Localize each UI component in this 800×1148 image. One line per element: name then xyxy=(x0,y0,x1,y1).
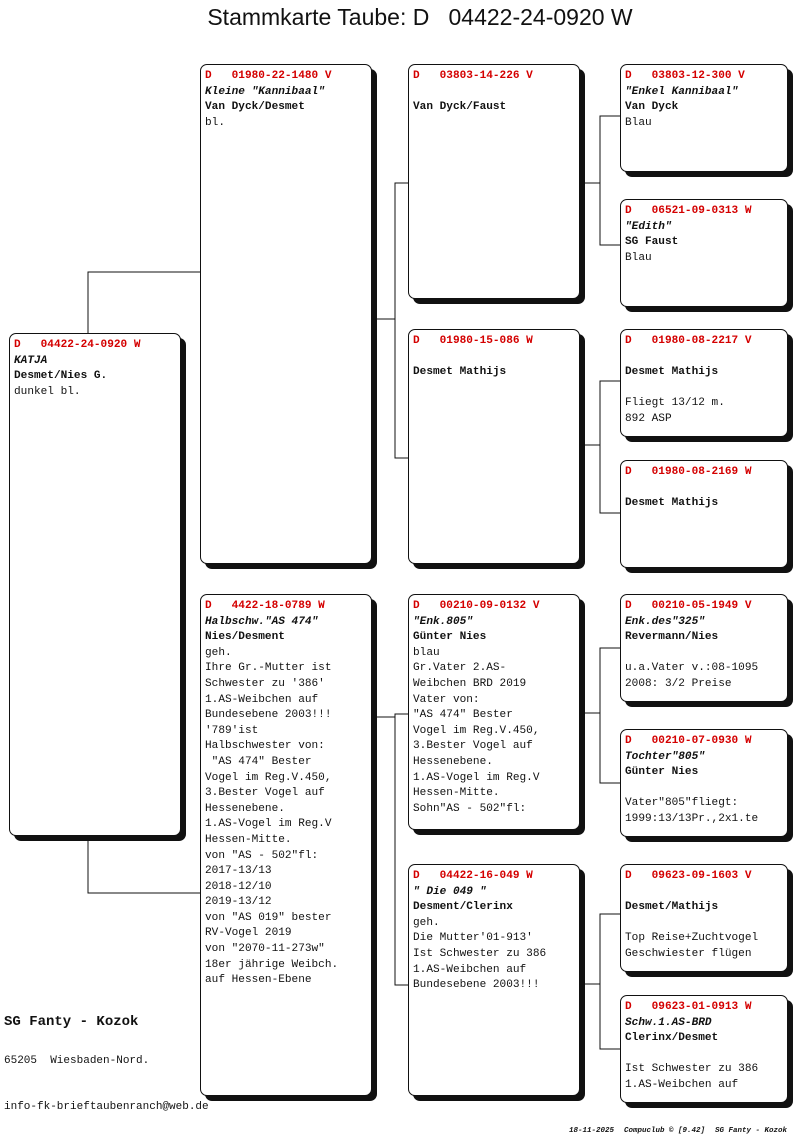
ring-number: D 03803-14-226 V xyxy=(413,70,533,82)
pigeon-name xyxy=(625,481,785,497)
info-line: Ist Schwester zu 386 xyxy=(625,1063,759,1076)
info-line xyxy=(625,781,785,797)
info-line: 18er jährige Weibch. xyxy=(205,958,339,971)
pigeon-card-mf[interactable] xyxy=(408,594,580,830)
info-line xyxy=(625,381,785,397)
pigeon-name: Tochter"805" xyxy=(625,750,705,763)
info-line: Die Mutter'01-913' xyxy=(413,932,533,945)
owner-email[interactable]: info-fk-brieftaubenranch@web.de xyxy=(4,1101,209,1113)
breeder: Desment/Clerinx xyxy=(413,901,513,914)
pigeon-card-fff[interactable] xyxy=(620,64,788,172)
pigeon-card-ff[interactable] xyxy=(408,64,580,299)
breeder: Desmet Mathijs xyxy=(413,366,507,379)
ring-number: D 00210-05-1949 V xyxy=(625,600,752,612)
footer-date: 18-11-2025 xyxy=(569,1127,615,1135)
info-line: Ist Schwester zu 386 xyxy=(413,947,547,960)
info-line: Vogel im Reg.V.450, xyxy=(413,724,540,737)
info-line: Vater"805"fliegt: xyxy=(625,797,739,810)
page-title: Stammkarte Taube: D 04422-24-0920 W xyxy=(207,4,633,30)
ring-number: D 03803-12-300 V xyxy=(625,70,745,82)
info-line: Schwester zu '386' xyxy=(205,677,325,690)
pigeon-card-fmf[interactable] xyxy=(620,329,788,437)
pigeon-name: "Edith" xyxy=(625,220,672,233)
pigeon-name xyxy=(413,350,577,366)
pigeon-card-mmm[interactable] xyxy=(620,995,788,1103)
pigeon-name: KATJA xyxy=(14,354,48,367)
breeder: Desmet Mathijs xyxy=(625,497,719,510)
info-line: auf Hessen-Ebene xyxy=(205,974,312,987)
info-line: 2008: 3/2 Preise xyxy=(625,677,732,690)
pigeon-name: " Die 049 " xyxy=(413,885,487,898)
info-line: Top Reise+Zuchtvogel xyxy=(625,932,759,945)
pigeon-card-mmf[interactable] xyxy=(620,864,788,972)
ring-number: D 04422-24-0920 W xyxy=(14,339,141,351)
info-line: Gr.Vater 2.AS- xyxy=(413,662,507,675)
breeder: Van Dyck/Faust xyxy=(413,101,507,114)
pigeon-card-ffm[interactable] xyxy=(620,199,788,307)
info-line: 1.AS-Vogel im Reg.V xyxy=(413,771,540,784)
info-line: Vogel im Reg.V.450, xyxy=(205,771,332,784)
breeder: SG Faust xyxy=(625,236,679,249)
connector-fm-ggp xyxy=(584,381,620,513)
info-line: Hessen-Mitte. xyxy=(413,787,500,800)
info-line: Sohn"AS - 502"fl: xyxy=(413,802,527,815)
pigeon-name: Enk.des"325" xyxy=(625,615,705,628)
info-line: Vater von: xyxy=(413,693,480,706)
pigeon-card-mm[interactable] xyxy=(408,864,580,1096)
info-line: blau xyxy=(413,646,440,659)
info-line: Hessenebene. xyxy=(413,755,493,768)
info-line: Blau xyxy=(625,251,652,264)
connector-mm-ggp xyxy=(584,914,620,1049)
info-line: u.a.Vater v.:08-1095 xyxy=(625,662,759,675)
pigeon-card-fmm[interactable] xyxy=(620,460,788,568)
ring-number: D 01980-22-1480 V xyxy=(205,70,332,82)
info-line: geh. xyxy=(205,646,232,659)
info-line: 1.AS-Vogel im Reg.V xyxy=(205,818,332,831)
connector-father-grandparents xyxy=(374,183,408,458)
info-line: von "AS 019" bester xyxy=(205,911,332,924)
info-line: 3.Bester Vogel auf xyxy=(205,787,325,800)
info-line: Fliegt 13/12 m. xyxy=(625,397,725,410)
owner-address: 65205 Wiesbaden-Nord. xyxy=(4,1055,150,1067)
info-line: von "AS - 502"fl: xyxy=(205,849,319,862)
connector-mf-ggp xyxy=(584,648,620,783)
ring-number: D 01980-15-086 W xyxy=(413,335,533,347)
info-line: Geschwiester flügen xyxy=(625,947,752,960)
pigeon-name xyxy=(625,885,785,901)
footer-owner: SG Fanty - Kozok xyxy=(715,1127,788,1135)
info-line xyxy=(625,916,785,932)
footer xyxy=(560,1119,797,1135)
breeder: Revermann/Nies xyxy=(625,631,719,644)
info-line: RV-Vogel 2019 xyxy=(205,927,292,940)
info-line: von "2070-11-273w" xyxy=(205,943,325,956)
ring-number: D 00210-09-0132 V xyxy=(413,600,540,612)
info-line: bl. xyxy=(205,116,225,129)
ring-number: D 01980-08-2217 V xyxy=(625,335,752,347)
info-line: Ihre Gr.-Mutter ist xyxy=(205,662,332,675)
pigeon-card-mother[interactable] xyxy=(200,594,372,1096)
owner-name: SG Fanty - Kozok xyxy=(4,1014,139,1030)
info-line xyxy=(625,646,785,662)
breeder: Desmet/Mathijs xyxy=(625,901,719,914)
info-line: Weibchen BRD 2019 xyxy=(413,677,527,690)
breeder: Desmet/Nies G. xyxy=(14,370,108,383)
pigeon-name: Halbschw."AS 474" xyxy=(205,615,319,628)
ring-number: D 06521-09-0313 W xyxy=(625,205,752,217)
breeder: Van Dyck xyxy=(625,101,679,114)
info-line: 2019-13/12 xyxy=(205,896,272,909)
info-line: 2017-13/13 xyxy=(205,865,272,878)
connector-ff-ggp xyxy=(584,116,620,245)
pigeon-name: "Enk.805" xyxy=(413,615,473,628)
pigeon-name xyxy=(413,85,577,101)
pigeon-card-mfm[interactable] xyxy=(620,729,788,837)
info-line: Hessenebene. xyxy=(205,802,285,815)
info-line: 892 ASP xyxy=(625,412,672,425)
breeder: Günter Nies xyxy=(625,766,699,779)
ring-number: D 01980-08-2169 W xyxy=(625,466,752,478)
connector-mother-grandparents xyxy=(374,714,408,985)
info-line: "AS 474" Bester xyxy=(413,709,513,722)
pigeon-card-mff[interactable] xyxy=(620,594,788,702)
breeder: Günter Nies xyxy=(413,631,487,644)
info-line: Bundesebene 2003!!! xyxy=(413,979,540,992)
info-line: Bundesebene 2003!!! xyxy=(205,709,332,722)
info-line: Halbschwester von: xyxy=(205,740,325,753)
breeder: Clerinx/Desmet xyxy=(625,1032,719,1045)
pigeon-card-father[interactable] xyxy=(200,64,372,564)
info-line: dunkel bl. xyxy=(14,385,81,398)
info-line: 1.AS-Weibchen auf xyxy=(625,1078,739,1091)
breeder: Van Dyck/Desmet xyxy=(205,101,305,114)
info-line: 1.AS-Weibchen auf xyxy=(413,963,527,976)
ring-number: D 09623-09-1603 V xyxy=(625,870,752,882)
info-line: Blau xyxy=(625,116,652,129)
pigeon-name: "Enkel Kannibaal" xyxy=(625,85,739,98)
info-line: 1999:13/13Pr.,2x1.te xyxy=(625,812,759,825)
info-line: geh. xyxy=(413,916,440,929)
info-line: 2018-12/10 xyxy=(205,880,272,893)
ring-number: D 4422-18-0789 W xyxy=(205,600,325,612)
info-line: 1.AS-Weibchen auf xyxy=(205,693,319,706)
footer-software: Compuclub © [9.42] xyxy=(624,1127,706,1135)
info-line: Hessen-Mitte. xyxy=(205,833,292,846)
ring-number: D 00210-07-0930 W xyxy=(625,735,752,747)
info-line: '789'ist xyxy=(205,724,259,737)
info-line: "AS 474" Bester xyxy=(205,755,312,768)
ring-number: D 09623-01-0913 W xyxy=(625,1001,752,1013)
breeder: Desmet Mathijs xyxy=(625,366,719,379)
breeder: Nies/Desment xyxy=(205,631,285,644)
pigeon-card-subject[interactable] xyxy=(9,333,181,836)
info-line xyxy=(625,1047,785,1063)
ring-number: D 04422-16-049 W xyxy=(413,870,533,882)
info-line: 3.Bester Vogel auf xyxy=(413,740,533,753)
pigeon-name xyxy=(625,350,785,366)
pigeon-name: Schw.1.AS-BRD xyxy=(625,1016,712,1029)
pigeon-name: Kleine "Kannibaal" xyxy=(205,85,325,98)
pigeon-card-fm[interactable] xyxy=(408,329,580,564)
